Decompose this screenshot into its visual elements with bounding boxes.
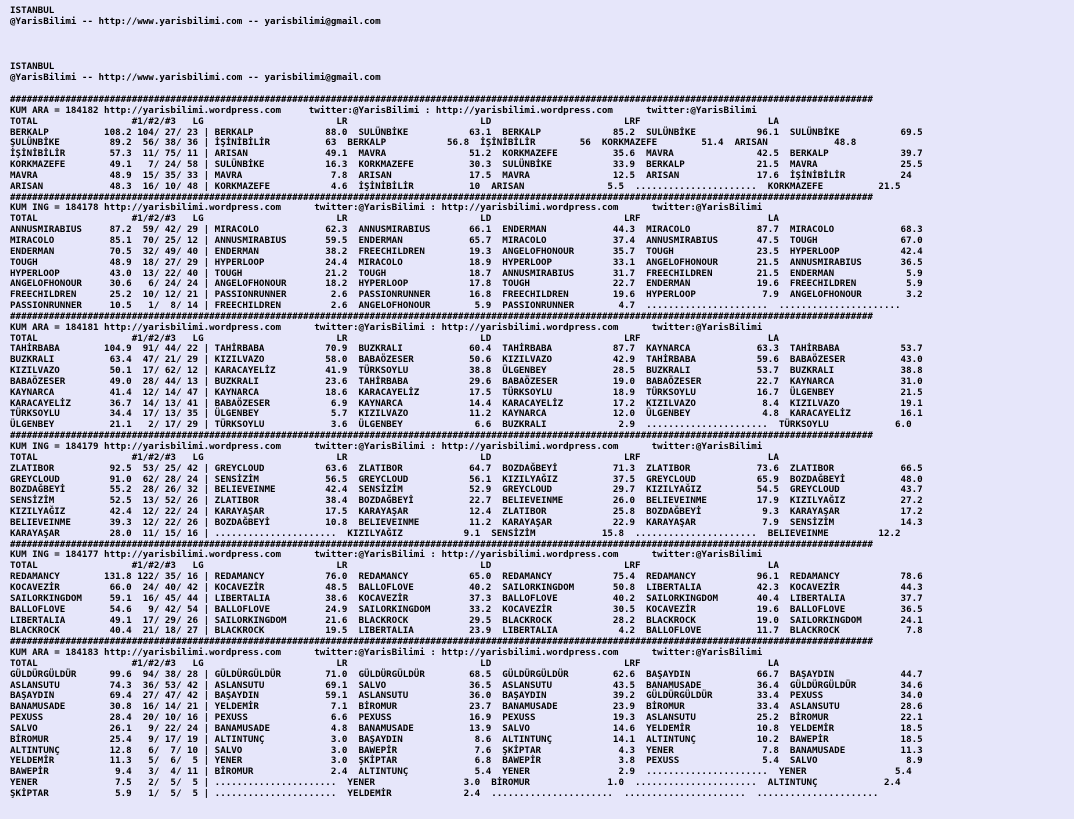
section-separator: ############################################################################################################################################################	[10, 310, 873, 322]
table-row: KORKMAZEFE 49.1 7/ 24/ 58 | SULÜNBİKE 16.3 KORKMAZEFE 30.3 SULÜNBİKE 33.9 BERKALP 21.5 MAVRA 25.5	[10, 159, 923, 171]
header-block-1	[10, 6, 381, 28]
table-row: BLACKROCK 40.4 21/ 18/ 27 | BLACKROCK 19.5 LIBERTALIA 23.9 LIBERTALIA 4.2 BALLOFLOVE 11.7 BLACKROCK 7.8	[10, 625, 923, 637]
table-row: BABAÖZESER 49.0 28/ 44/ 13 | BUZKRALI 23.6 TAHİRBABA 29.6 BABAÖZESER 19.0 BABAÖZESER 22.7 KAYNARCA 31.0	[10, 375, 923, 387]
table-row: BELIEVEINME 39.3 12/ 22/ 26 | BOZDAĞBEYİ 10.8 BELIEVEINME 11.2 KARAYAŞAR 22.9 KARAYAŞAR 7.9 SENSİZİM 14.3	[10, 516, 923, 528]
header-block-2	[10, 62, 381, 84]
table-row: REDAMANCY 131.8 122/ 35/ 16 | REDAMANCY 76.0 REDAMANCY 65.0 REDAMANCY 75.4 REDAMANCY 96.1 REDAMANCY 78.6	[10, 571, 923, 583]
table-row: ARISAN 48.3 16/ 10/ 48 | KORKMAZEFE 4.6 İŞİNİBİLİR 10 ARISAN 5.5 ...................... KORKMAZEFE 21.5	[10, 180, 901, 192]
table-row: MAVRA 48.9 15/ 35/ 33 | MAVRA 7.8 ARISAN 17.5 MAVRA 12.5 ARISAN 17.6 İŞİNİBİLİR 24	[10, 169, 912, 181]
column-header: TOTAL #1/#2/#3 LG LR LD LRF LA	[10, 451, 779, 463]
table-row: TAHİRBABA 104.9 91/ 44/ 22 | TAHİRBABA 70.9 BUZKRALI 60.4 TAHİRBABA 87.7 KAYNARCA 63.3 TAHİRBABA 53.7	[10, 343, 923, 355]
table-row: İŞİNİBİLİR 57.3 11/ 75/ 11 | ARISAN 49.1 MAVRA 51.2 KORKMAZEFE 35.6 MAVRA 42.5 BERKALP 39.7	[10, 148, 923, 160]
table-row: BANAMUSADE 30.8 16/ 14/ 21 | YELDEMİR 7.1 BİROMUR 23.7 BANAMUSADE 23.9 BİROMUR 33.4 ASLANSUTU 28.6	[10, 701, 923, 713]
column-header: TOTAL #1/#2/#3 LG LR LD LRF LA	[10, 560, 779, 572]
table-row: KARACAYELİZ 36.7 14/ 13/ 41 | BABAÖZESER 6.9 KAYNARCA 14.4 KARACAYELİZ 17.2 KIZILVAZO 8.4 KIZILVAZO 19.1	[10, 397, 923, 409]
table-row: KARAYAŞAR 28.0 11/ 15/ 16 | ...................... KIZILYAĞIZ 9.1 SENSİZİM 15.8 ...................... BELIEVEINME 12.2	[10, 527, 901, 539]
table-row: KIZILVAZO 50.1 17/ 62/ 12 | KARACAYELİZ 41.9 TÜRKSOYLU 38.8 ÜLGENBEY 28.5 BUZKRALI 53.7 BUZKRALI 38.8	[10, 365, 923, 377]
table-row: BALLOFLOVE 54.6 9/ 42/ 54 | BALLOFLOVE 24.9 SAILORKINGDOM 33.2 KOCAVEZİR 30.5 KOCAVEZİR 19.6 BALLOFLOVE 36.5	[10, 603, 923, 615]
table-row: ÜLGENBEY 21.1 2/ 17/ 29 | TÜRKSOYLU 3.6 ÜLGENBEY 6.6 BUZKRALI 2.9 ...................... TÜRKSOYLU 6.0	[10, 419, 912, 431]
table-row: ANNUSMIRABIUS 87.2 59/ 42/ 29 | MIRACOLO 62.3 ANNUSMIRABIUS 66.1 ENDERMAN 44.3 MIRACOLO 87.7 MIRACOLO 68.3	[10, 224, 923, 236]
section-separator: ############################################################################################################################################################	[10, 191, 873, 203]
table-row: HYPERLOOP 43.0 13/ 22/ 40 | TOUGH 21.2 TOUGH 18.7 ANNUSMIRABIUS 31.7 FREECHILDREN 21.5 ENDERMAN 5.9	[10, 267, 923, 279]
table-row: KIZILYAĞIZ 42.4 12/ 22/ 24 | KARAYAŞAR 17.5 KARAYAŞAR 12.4 ZLATIBOR 25.8 BOZDAĞBEYİ 9.3 KARAYAŞAR 17.2	[10, 506, 923, 518]
table-row: YENER 7.5 2/ 5/ 5 | ...................... YENER 3.0 BİROMUR 1.0 ...................... ALTINTUNÇ 2.4	[10, 777, 901, 789]
table-row: MIRACOLO 85.1 70/ 25/ 12 | ANNUSMIRABIUS 59.5 ENDERMAN 65.7 MIRACOLO 37.4 ANNUSMIRABIUS 47.5 TOUGH 67.0	[10, 234, 923, 246]
race-tables	[10, 95, 923, 800]
table-row: YELDEMİR 11.3 5/ 6/ 5 | YENER 3.0 ŞKİPTAR 6.8 BAWEPİR 3.8 PEXUSS 5.4 SALVO 8.9	[10, 755, 923, 767]
table-row: BERKALP 108.2 104/ 27/ 23 | BERKALP 88.0 SULÜNBİKE 63.1 BERKALP 85.2 SULÜNBİKE 96.1 SULÜNBİKE 69.5	[10, 126, 923, 138]
race-title: KUM ING = 184178 http://yarisbilimi.wordpress.com twitter:@YarisBilimi : http://yarisbilimi.wordpress.com twitter:@YarisBilimi	[10, 202, 763, 214]
table-row: BAŞAYDIN 69.4 27/ 47/ 42 | BAŞAYDIN 59.1 ASLANSUTU 36.0 BAŞAYDIN 39.2 GÜLDÜRGÜLDÜR 33.4 PEXUSS 34.0	[10, 690, 923, 702]
table-row: ENDERMAN 70.5 32/ 49/ 40 | ENDERMAN 38.2 FREECHILDREN 19.3 ANGELOFHONOUR 35.7 TOUGH 23.5 HYPERLOOP 42.4	[10, 245, 923, 257]
section-separator: ############################################################################################################################################################	[10, 94, 873, 105]
table-row: LIBERTALIA 49.1 17/ 29/ 26 | SAILORKINGDOM 21.6 BLACKROCK 29.5 BLACKROCK 28.2 BLACKROCK 19.0 SAILORKINGDOM 24.1	[10, 614, 923, 626]
table-row: BOZDAĞBEYİ 55.2 28/ 26/ 32 | BELIEVEINME 42.4 SENSİZİM 52.9 GREYCLOUD 29.7 KIZILYAĞIZ 54.5 GREYCLOUD 43.7	[10, 484, 923, 496]
table-row: ANGELOFHONOUR 30.6 6/ 24/ 24 | ANGELOFHONOUR 18.2 HYPERLOOP 17.8 TOUGH 22.7 ENDERMAN 19.6 FREECHILDREN 5.9	[10, 278, 923, 290]
column-header: TOTAL #1/#2/#3 LG LR LD LRF LA	[10, 213, 779, 225]
column-header: TOTAL #1/#2/#3 LG LR LD LRF LA	[10, 657, 779, 669]
race-title: KUM ARA = 184183 http://yarisbilimi.wordpress.com twitter:@YarisBilimi : http://yarisbilimi.wordpress.com twitter:@YarisBilimi	[10, 647, 763, 659]
header-credit: @YarisBilimi -- http://www.yarisbilimi.com -- yarisbilimi@gmail.com	[10, 71, 381, 83]
column-header: TOTAL #1/#2/#3 LG LR LD LRF LA	[10, 115, 779, 127]
table-row: KOCAVEZİR 66.0 24/ 40/ 42 | KOCAVEZİR 48.5 BALLOFLOVE 40.2 SAILORKINGDOM 50.8 LIBERTALIA 42.3 KOCAVEZİR 44.3	[10, 581, 923, 593]
table-row: ZLATIBOR 92.5 53/ 25/ 42 | GREYCLOUD 63.6 ZLATIBOR 64.7 BOZDAĞBEYİ 71.3 ZLATIBOR 73.6 ZLATIBOR 66.5	[10, 462, 923, 474]
header-credit: @YarisBilimi -- http://www.yarisbilimi.com -- yarisbilimi@gmail.com	[10, 15, 381, 27]
table-row: TÜRKSOYLU 34.4 17/ 13/ 35 | ÜLGENBEY 5.7 KIZILVAZO 11.2 KAYNARCA 12.0 ÜLGENBEY 4.8 KARACAYELİZ 16.1	[10, 408, 923, 420]
table-row: SENSİZİM 52.5 13/ 52/ 26 | ZLATIBOR 38.4 BOZDAĞBEYİ 22.7 BELIEVEINME 26.0 BELIEVEINME 17.9 KIZILYAĞIZ 27.2	[10, 495, 923, 507]
table-row: FREECHILDREN 25.2 10/ 12/ 21 | PASSIONRUNNER 2.6 PASSIONRUNNER 16.8 FREECHILDREN 19.6 HYPERLOOP 7.9 ANGELOFHONOUR 3.2	[10, 289, 923, 301]
table-row: SAILORKINGDOM 59.1 16/ 45/ 44 | LIBERTALIA 38.6 KOCAVEZİR 37.3 BALLOFLOVE 40.2 SAILORKINGDOM 40.4 LIBERTALIA 37.7	[10, 592, 923, 604]
race-title: KUM ARA = 184182 http://yarisbilimi.wordpress.com twitter:@YarisBilimi : http://yarisbilimi.wordpress.com twitter:@YarisBilimi	[10, 104, 757, 116]
table-row: BUZKRALI 63.4 47/ 21/ 29 | KIZILVAZO 58.0 BABAÖZESER 50.6 KIZILVAZO 42.9 TAHİRBABA 59.6 BABAÖZESER 43.0	[10, 354, 923, 366]
race-title: KUM ING = 184177 http://yarisbilimi.wordpress.com twitter:@YarisBilimi : http://yarisbilimi.wordpress.com twitter:@YarisBilimi	[10, 549, 763, 561]
section-separator: ############################################################################################################################################################	[10, 636, 873, 648]
table-row: GREYCLOUD 91.0 62/ 28/ 24 | SENSİZİM 56.5 GREYCLOUD 56.1 KIZILYAĞIZ 37.5 GREYCLOUD 65.9 BOZDAĞBEYİ 48.0	[10, 473, 923, 485]
table-row: GÜLDÜRGÜLDÜR 99.6 94/ 38/ 28 | GÜLDÜRGÜLDÜR 71.0 GÜLDÜRGÜLDÜR 68.5 GÜLDÜRGÜLDÜR 62.6 BAŞAYDIN 66.7 BAŞAYDIN 44.7	[10, 668, 923, 680]
table-row: BİROMUR 25.4 9/ 17/ 19 | ALTINTUNÇ 3.0 BAŞAYDIN 8.6 ALTINTUNÇ 14.1 ALTINTUNÇ 10.2 BAWEPİR 18.5	[10, 733, 923, 745]
table-row: ŞULÜNBİKE 89.2 56/ 38/ 36 | İŞİNİBİLİR 63 BERKALP 56.8 İŞİNİBİLİR 56 KORKMAZEFE 51.4 ARISAN 48.8	[10, 137, 857, 149]
table-row: SALVO 26.1 9/ 22/ 24 | BANAMUSADE 4.8 BANAMUSADE 13.9 SALVO 14.6 YELDEMİR 10.8 YELDEMİR 18.5	[10, 722, 923, 734]
header-city: ISTANBUL	[10, 61, 55, 72]
table-row: ALTINTUNÇ 12.8 6/ 7/ 10 | SALVO 3.0 BAWEPİR 7.6 ŞKİPTAR 4.3 YENER 7.8 BANAMUSADE 11.3	[10, 744, 923, 756]
table-row: PASSIONRUNNER 10.5 1/ 8/ 14 | FREECHILDREN 2.6 ANGELOFHONOUR 5.9 PASSIONRUNNER 4.7 ...................... ......................	[10, 300, 901, 312]
table-row: TOUGH 48.9 18/ 27/ 29 | HYPERLOOP 24.4 MIRACOLO 18.9 HYPERLOOP 33.1 ANGELOFHONOUR 21.5 ANNUSMIRABIUS 36.5	[10, 256, 923, 268]
table-row: ŞKİPTAR 5.9 1/ 5/ 5 | ...................... YELDEMİR 2.4 ...................... ...................... ......................	[10, 788, 879, 799]
section-separator: ############################################################################################################################################################	[10, 430, 873, 442]
table-row: PEXUSS 28.4 20/ 10/ 16 | PEXUSS 6.6 PEXUSS 16.9 PEXUSS 19.3 ASLANSUTU 25.2 BİROMUR 22.1	[10, 712, 923, 724]
race-title: KUM ING = 184179 http://yarisbilimi.wordpress.com twitter:@YarisBilimi : http://yarisbilimi.wordpress.com twitter:@YarisBilimi	[10, 441, 763, 452]
table-row: KAYNARCA 41.4 12/ 14/ 47 | KAYNARCA 18.6 KARACAYELİZ 17.5 TÜRKSOYLU 18.9 TÜRKSOYLU 16.7 ÜLGENBEY 21.5	[10, 386, 923, 398]
column-header: TOTAL #1/#2/#3 LG LR LD LRF LA	[10, 332, 779, 344]
table-row: ASLANSUTU 74.3 36/ 53/ 42 | ASLANSUTU 69.1 SALVO 36.5 ASLANSUTU 43.5 BANAMUSADE 36.4 GÜLDÜRGÜLDÜR 34.6	[10, 679, 923, 691]
table-row: BAWEPİR 9.4 3/ 4/ 11 | BİROMUR 2.4 ALTINTUNÇ 5.4 YENER 2.9 ...................... YENER 5.4	[10, 766, 912, 778]
section-separator: ############################################################################################################################################################	[10, 538, 873, 550]
race-title: KUM ARA = 184181 http://yarisbilimi.wordpress.com twitter:@YarisBilimi : http://yarisbilimi.wordpress.com twitter:@YarisBilimi	[10, 321, 763, 333]
header-city: ISTANBUL	[10, 5, 55, 16]
